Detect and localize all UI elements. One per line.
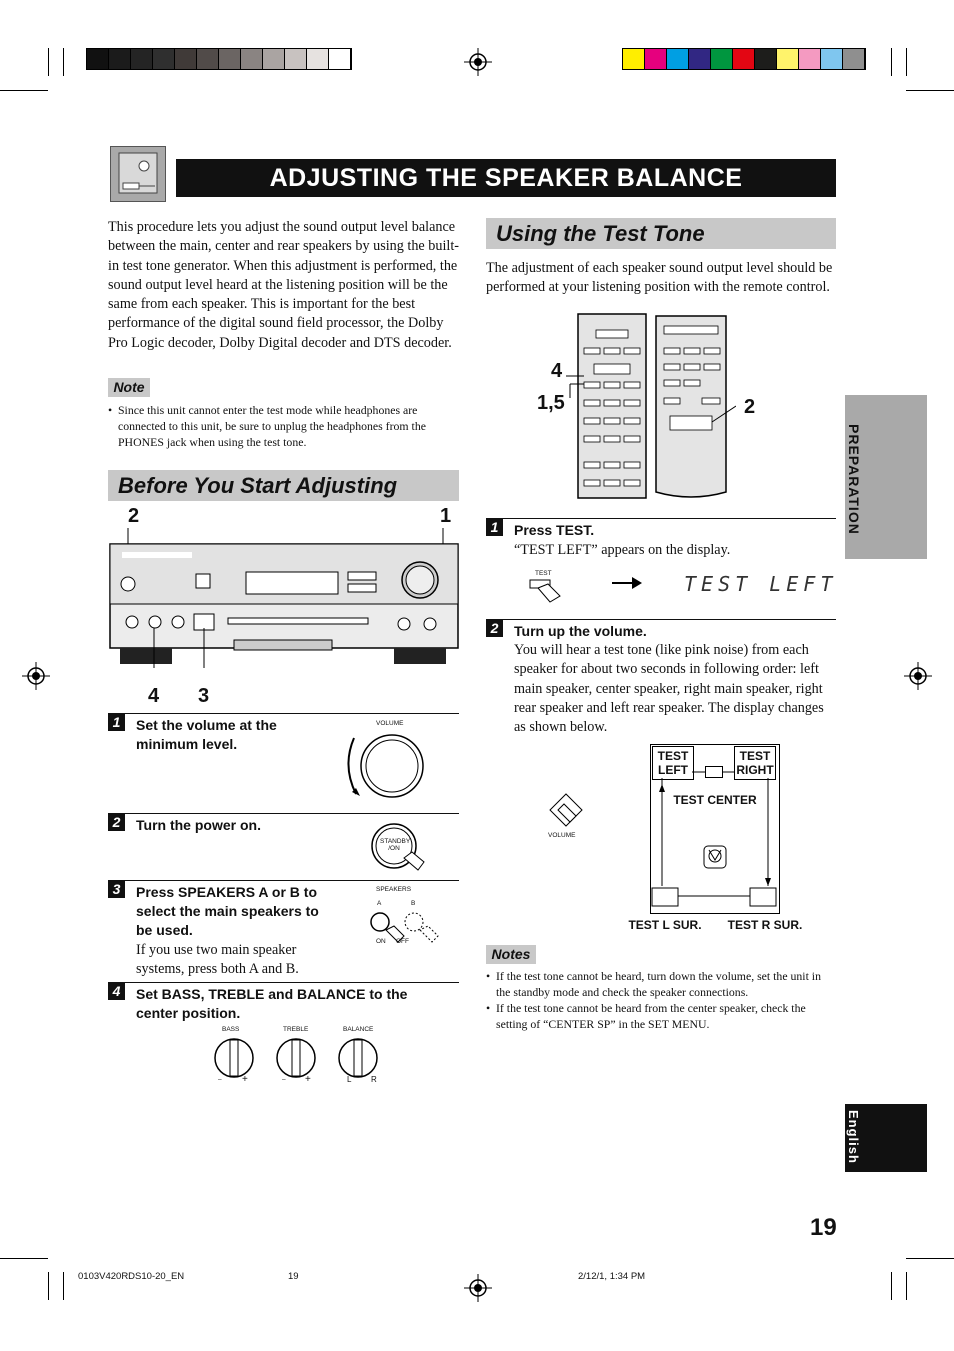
test-center-label: TEST CENTER xyxy=(673,793,757,807)
step-number: 1 xyxy=(108,714,125,731)
intro-paragraph: This procedure lets you adjust the sound output level balance between the main, center and rear speakers by using the built-in test tone generator. When this adjustment is performed, the sound output level heard at the listening position will be the same from each speaker. This is important for the best performance of the digital sound field processor, the Dolby Pro Logic decoder, Dolby Digital decoder and DTS decoder. xyxy=(108,219,460,351)
note-text: If the test tone cannot be heard, turn down the volume, set the unit in the standby mode and check the speaker connections. xyxy=(496,969,821,999)
speaker-order-lines xyxy=(650,744,780,912)
color-bar xyxy=(622,48,866,70)
test-button-press-illustration xyxy=(528,578,568,606)
tone-knobs-illustration xyxy=(206,1034,386,1084)
speaker-setup-icon xyxy=(110,146,166,202)
page-number: 19 xyxy=(810,1214,837,1241)
step-title: Set BASS, TREBLE and BALANCE to the center position. xyxy=(136,986,408,1021)
test-l-sur-label: TEST L SUR. xyxy=(628,918,702,932)
color-swatch xyxy=(263,49,285,69)
on-label: ON xyxy=(376,938,386,945)
standby-label: STANDBY /ON xyxy=(380,838,411,852)
note-item: • If the test tone cannot be heard, turn down the volume, set the unit in the standby mode and check the speaker connections. xyxy=(486,969,821,999)
english-tab-label: English xyxy=(846,1110,861,1164)
color-swatch xyxy=(799,49,821,69)
callout-2-remote: 2 xyxy=(744,396,756,418)
color-swatch xyxy=(307,49,329,69)
test-r-sur-label: TEST R SUR. xyxy=(727,918,803,932)
speaker-a-label: A xyxy=(377,900,382,907)
color-swatch xyxy=(285,49,307,69)
step-title: Press SPEAKERS A or B to select the main speakers to be used. xyxy=(136,884,319,938)
note-item: • If the test tone cannot be heard from the center speaker, check the setting of “CENTER SP” in the SET MENU. xyxy=(486,1001,806,1031)
arrow-right-icon xyxy=(612,576,642,590)
balance-r: R xyxy=(371,1075,377,1084)
display-readout: TEST LEFT xyxy=(684,572,838,596)
footer-page: 19 xyxy=(288,1271,299,1282)
listener-icon xyxy=(702,842,728,870)
callout-4: 4 xyxy=(148,685,160,707)
color-swatch xyxy=(219,49,241,69)
volume-label-right: VOLUME xyxy=(548,832,576,839)
step-text: “TEST LEFT” appears on the display. xyxy=(514,542,731,558)
treble-plus: + xyxy=(305,1074,311,1085)
note-text: Since this unit cannot enter the test mode while headphones are connected to this unit, be sure to unplug the headphones from the PHONES jack when using the test tone. xyxy=(118,403,426,449)
volume-label: VOLUME xyxy=(376,720,404,727)
registration-mark-top xyxy=(464,48,492,76)
bass-label: BASS xyxy=(222,1026,240,1033)
color-swatch xyxy=(711,49,733,69)
treble-minus: – xyxy=(282,1076,286,1083)
color-swatch xyxy=(329,49,351,69)
step-rule xyxy=(108,713,459,714)
step-number: 1 xyxy=(486,519,503,536)
step-number: 3 xyxy=(108,881,125,898)
section-before-heading: Before You Start Adjusting xyxy=(108,470,459,501)
callout-4-remote: 4 xyxy=(551,360,563,382)
color-swatch xyxy=(645,49,667,69)
step-number: 4 xyxy=(108,983,125,1000)
notes-label: Notes xyxy=(486,945,536,964)
color-swatch xyxy=(843,49,865,69)
step-rule xyxy=(486,619,836,620)
step-title: Press TEST. xyxy=(514,522,595,538)
color-swatch xyxy=(175,49,197,69)
note-item: • Since this unit cannot enter the test mode while headphones are connected to this unit, be sure to unplug the headphones from the PHONES jack when using the test tone. xyxy=(108,402,460,450)
color-swatch xyxy=(109,49,131,69)
color-swatch xyxy=(689,49,711,69)
step-text: You will hear a test tone (like pink noise) from each speaker for about two seconds in following order: left main speaker, center speaker, right main speaker, right rear speaker and left rear speaker. The display changes as shown below. xyxy=(514,642,824,736)
step-number: 2 xyxy=(108,814,125,831)
note-label: Note xyxy=(108,378,150,397)
volume-knob-illustration xyxy=(340,728,430,804)
registration-mark-right xyxy=(904,662,932,690)
test-right-label: TEST RIGHT xyxy=(736,749,774,777)
step-title: Turn up the volume. xyxy=(514,623,647,639)
grayscale-bar xyxy=(86,48,352,70)
color-swatch xyxy=(87,49,109,69)
color-swatch xyxy=(733,49,755,69)
step-rule xyxy=(108,813,459,814)
color-swatch xyxy=(755,49,777,69)
speakers-label: SPEAKERS xyxy=(376,886,412,893)
test-left-label: TEST LEFT xyxy=(657,749,689,777)
bass-minus: – xyxy=(218,1076,222,1083)
color-swatch xyxy=(667,49,689,69)
registration-mark-left xyxy=(22,662,50,690)
color-swatch xyxy=(131,49,153,69)
footer-date: 2/12/1, 1:34 PM xyxy=(578,1271,646,1282)
treble-label: TREBLE xyxy=(283,1026,309,1033)
speaker-b-label: B xyxy=(411,900,416,907)
preparation-tab-label: PREPARATION xyxy=(846,424,862,535)
footer-file: 0103V420RDS10-20_EN xyxy=(78,1271,185,1282)
section-using-heading: Using the Test Tone xyxy=(486,218,836,249)
receiver-front-panel xyxy=(108,528,460,668)
color-swatch xyxy=(777,49,799,69)
step-rule xyxy=(108,880,459,881)
step-rule xyxy=(108,982,459,983)
callout-2: 2 xyxy=(128,505,140,527)
color-swatch xyxy=(821,49,843,69)
bass-plus: + xyxy=(242,1074,248,1085)
note-text: If the test tone cannot be heard from the center speaker, check the setting of “CENTER SP” in the SET MENU. xyxy=(496,1001,806,1031)
balance-l: L xyxy=(347,1075,352,1084)
notes-list xyxy=(486,968,836,1032)
step-rule xyxy=(486,518,836,519)
step-number: 2 xyxy=(486,620,503,637)
step-text: If you use two main speaker systems, press both A and B. xyxy=(136,942,299,978)
volume-turn-illustration xyxy=(546,792,586,830)
callout-3: 3 xyxy=(198,685,210,707)
callout-1: 1 xyxy=(440,505,452,527)
test-button-label: TEST xyxy=(535,570,552,577)
registration-mark-bottom xyxy=(464,1274,492,1302)
using-intro: The adjustment of each speaker sound output level should be performed at your listening position with the remote control. xyxy=(486,260,833,296)
page-title: ADJUSTING THE SPEAKER BALANCE xyxy=(176,159,836,197)
color-swatch xyxy=(241,49,263,69)
color-swatch xyxy=(623,49,645,69)
color-swatch xyxy=(197,49,219,69)
off-label: OFF xyxy=(396,938,409,945)
balance-label: BALANCE xyxy=(343,1026,374,1033)
callout-1-5-remote: 1,5 xyxy=(537,392,565,414)
step-title: Turn the power on. xyxy=(136,817,261,833)
color-swatch xyxy=(153,49,175,69)
step-title: Set the volume at the minimum level. xyxy=(136,717,277,752)
remote-control-illustration xyxy=(566,312,736,502)
